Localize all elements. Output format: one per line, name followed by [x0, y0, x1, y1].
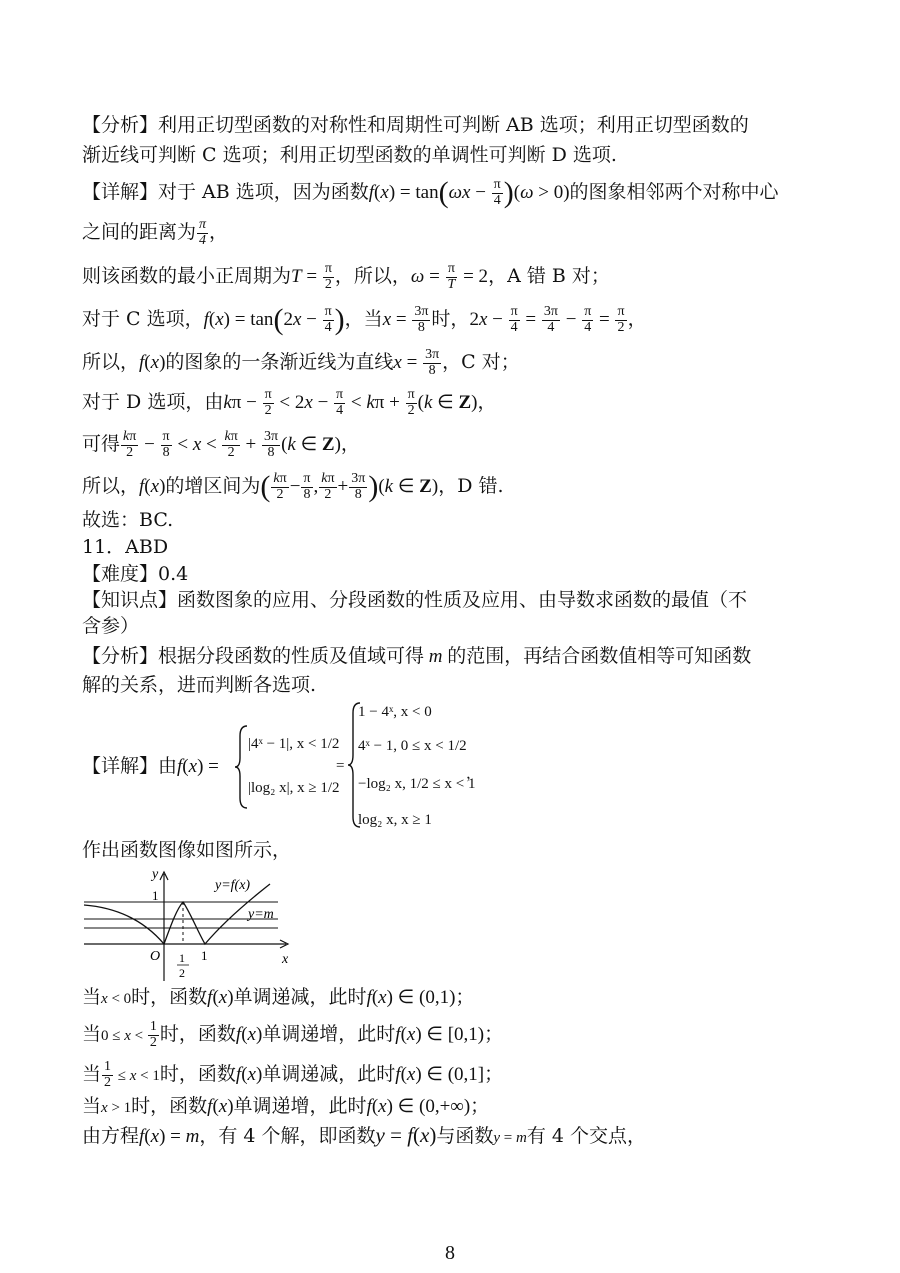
function-graph — [82, 866, 292, 986]
q11-detail-prefix: 【详解】由f(x) = — [82, 755, 219, 777]
option-c-line: 对于 C 选项，f(x) = tan(2x − $\frac{\pi}{4}$ )，当x = $\frac{3\pi}{8}$ 时，2x − $\frac{\pi}{4}$ = $\frac{3\pi}{4}$ − $\frac{\pi}{4}$ = $\frac{\pi}{2}$ ， — [82, 303, 647, 337]
curve-fx — [84, 884, 270, 944]
y-label: y — [152, 867, 159, 882]
equation-line: 由方程f(x) = m，有 4 个解，即函数y = f(x)与函数y = m有 4 个交点， — [82, 1123, 647, 1147]
q11-knowledge-line-1: 【知识点】函数图象的应用、分段函数的性质及应用、由导数求函数的最值（不 — [82, 589, 748, 611]
x-label: x — [282, 952, 289, 967]
increasing-interval-line: 所以，f(x)的增区间为( $\frac{k\pi}{2}$ − $\frac{\pi}{8}$ , $\frac{k\pi}{2}$ + $\frac{3\pi}{8}$ )(k ∈ Z)，D 错. — [82, 470, 504, 504]
detail-line-1: 【详解】对于 AB 选项，因为函数f(x) = tan(ωx − $\frac{\pi}{4}$ )(ω > 0)的图象相邻两个对称中心 — [82, 176, 779, 210]
comma: ， — [466, 766, 482, 782]
piece-left-2: |log₂ x|, x ≥ 1/2 — [248, 780, 340, 796]
case-line-1: 当x < 0时，函数f(x)单调递减，此时f(x) ∈ (0,1)； — [82, 986, 475, 1008]
piece-right-2: 4ˣ − 1, 0 ≤ x < 1/2 — [358, 738, 467, 754]
q11-analysis-line-2: 解的关系，进而判断各选项. — [82, 674, 317, 696]
analysis-line-2: 渐近线可判断 C 选项；利用正切型函数的单调性可判断 D 选项. — [82, 144, 617, 166]
case-line-4: 当x > 1时，函数f(x)单调递增，此时f(x) ∈ (0,+∞)； — [82, 1095, 490, 1117]
q11-difficulty: 【难度】0.4 — [82, 563, 189, 585]
fx-label: y=f(x) — [215, 878, 251, 893]
solution-line: 可得 $\frac{k\pi}{2}$ − $\frac{\pi}{8}$ < x < $\frac{k\pi}{2}$ + $\frac{3\pi}{8}$ (k ∈ Z)， — [82, 429, 360, 460]
origin-label: O — [150, 949, 161, 964]
q11-knowledge-line-2: 含参） — [82, 615, 140, 637]
option-d-line: 对于 D 选项，由kπ − $\frac{\pi}{2}$ < 2x − $\frac{\pi}{4}$ < kπ + $\frac{\pi}{2}$ (k ∈ Z)， — [82, 387, 497, 418]
piece-left-1: |4ˣ − 1|, x < 1/2 — [248, 736, 340, 752]
q11-number: 11．ABD — [82, 536, 169, 558]
case-line-2: 当0 ≤ x < $\frac{1}{2}$ 时，函数f(x)单调递增，此时f(x) ∈ [0,1)； — [82, 1019, 504, 1050]
detail-line-2: 之间的距离为 $\frac{\pi}{4}$ ， — [82, 217, 229, 248]
period-line: 则该函数的最小正周期为T = $\frac{\pi}{2}$ ，所以，ω = $\frac{\pi}{T}$ = 2，A 错 B 对； — [82, 261, 610, 292]
q11-analysis-line-1: 【分析】根据分段函数的性质及值域可得 m 的范围，再结合函数值相等可知函数 — [82, 645, 752, 667]
page-number: 8 — [445, 1242, 455, 1264]
m-label: y=m — [248, 907, 274, 922]
asymptote-line: 所以，f(x)的图象的一条渐近线为直线x = $\frac{3\pi}{8}$ ，C 对； — [82, 347, 520, 378]
answer-choose: 故选：BC. — [82, 509, 174, 531]
half-denominator: 2 — [179, 966, 185, 980]
draw-graph-line: 作出函数图像如图所示， — [82, 839, 292, 861]
piece-right-3: −log₂ x, 1/2 ≤ x < 1 — [358, 776, 476, 792]
y-one-label: 1 — [152, 888, 159, 903]
case-line-3: 当 $\frac{1}{2}$ ≤ x < 1时，函数f(x)单调递减，此时f(x) ∈ (0,1]； — [82, 1059, 504, 1090]
analysis-line-1: 【分析】利用正切型函数的对称性和周期性可判断 AB 选项；利用正切型函数的 — [82, 114, 749, 136]
half-numerator: 1 — [179, 951, 185, 965]
piece-right-1: 1 − 4ˣ, x < 0 — [358, 704, 432, 720]
piece-right-4: log₂ x, x ≥ 1 — [358, 812, 432, 828]
equals-sign: = — [336, 758, 345, 774]
x-one-label: 1 — [201, 948, 208, 963]
